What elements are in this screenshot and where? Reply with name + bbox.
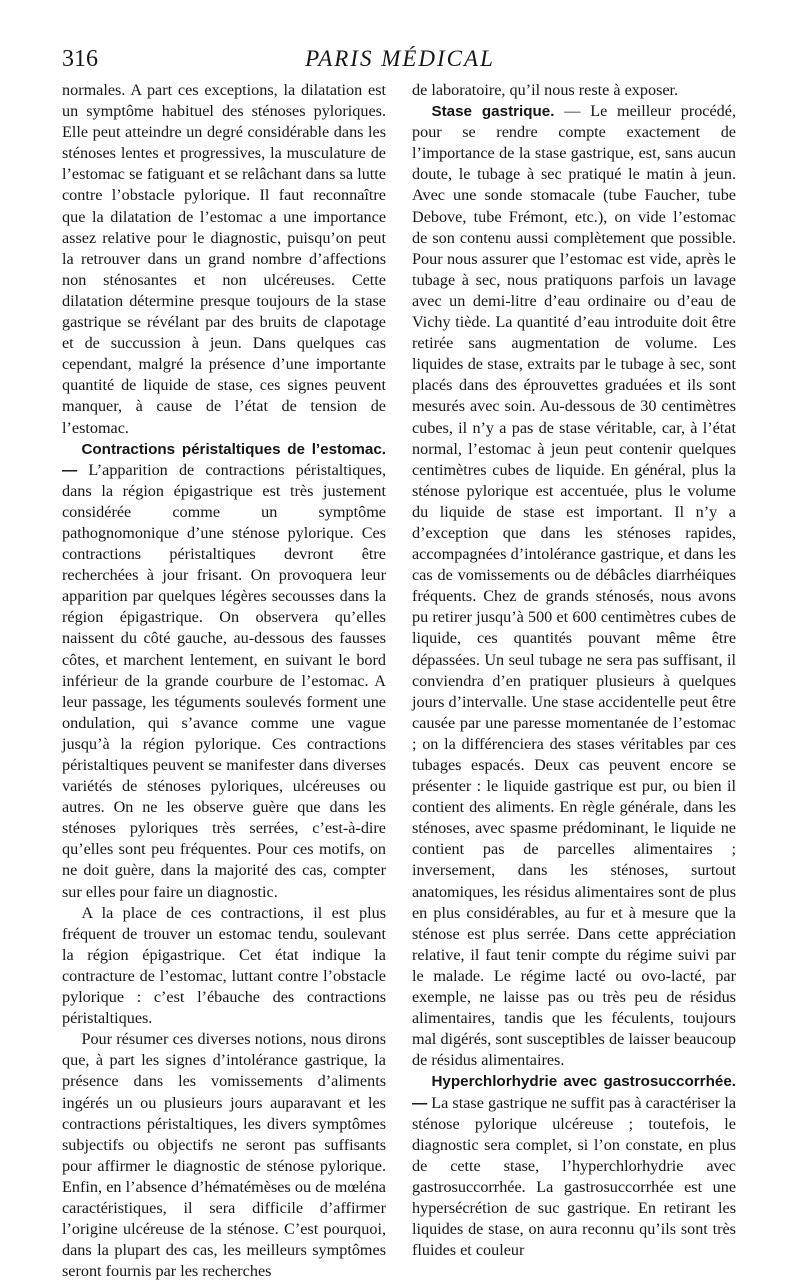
section-heading-stase: Stase gastrique. <box>431 103 555 121</box>
paragraph-stase <box>412 101 736 1071</box>
paragraph-contractions <box>62 439 386 903</box>
left-column <box>62 80 386 1282</box>
paragraph-dilatation: normales. A part ces exceptions, la dilatation est un symptôme habituel des sténoses pyloriques. Elle peut atteindre un degré considérable dans les sténoses lentes et progressives, la musculature de l’estomac se fatiguant et se relâchant dans sa lutte contre l’obstacle pylorique. Il faut reconnaître que la dilatation de l’estomac a une importance assez relative pour le diagnostic, puisqu’on peut la retrouver dans un grand nombre d’affections non sténosantes et non ulcéreuses. Cette dilatation détermine presque toujours de la stase gastrique se révélant par des bruits de clapotage et de succussion à jeun. Dans quelques cas cependant, malgré la présence d’une importante quantité de liquide de stase, ces signes peuvent manquer, à cause de l’état de tension de l’estomac. <box>62 81 386 437</box>
right-column <box>412 80 736 1261</box>
page-number: 316 <box>62 46 98 72</box>
section-heading-hyperchlorhydrie: Hyperchlorhydrie avec gastrosuccorrhée. — <box>412 1073 736 1112</box>
paragraph-contractions-body: L’apparition de contractions péristaltiques, dans la région épigastrique est très justement considérée comme un symptôme pathognomonique d’une sténose pylorique. Ces contractions péristaltiques devront être recherchées à jour frisant. On provoquera leur apparition par quelques légères secousses dans la région épigastrique. On observera qu’elles naissent du côté gauche, au-dessous des fausses côtes, et marchent lentement, en suivant le bord inférieur de la grande courbure de l’estomac. A leur passage, les téguments soulevés forment une ondulation, qui s’avance comme une vague jusqu’à la région pylorique. Ces contractions péristaltiques peuvent se manifester dans diverses variétés de sténoses pyloriques, ulcéreuses ou autres. On ne les observe guère que dans les sténoses pyloriques très serrées, c’est-à-dire qu’elles sont peu fréquentes. Pour ces motifs, on ne doit guère, dans la majorité des cas, compter sur elles pour faire un diagnostic. <box>62 460 387 901</box>
paragraph-estomac-tendu: A la place de ces contractions, il est plus fréquent de trouver un estomac tendu, soulevant la région épigastrique. Cet état indique la contracture de l’estomac, luttant contre l’obstacle pylorique : c’est l’ébauche des contractions péristaltiques. <box>62 903 386 1028</box>
journal-title: PARIS MÉDICAL <box>305 46 495 71</box>
paragraph-resume: Pour résumer ces diverses notions, nous dirons que, à part les signes d’intolérance gastrique, la présence dans les vomissements d’aliments ingérés un ou plusieurs jours auparavant et les contractions péristaltiques, les divers symptômes subjectifs ou objectifs ne seront pas suffisants pour affirmer le diagnostic de sténose pylorique. Enfin, en l’absence d’hématémèses ou de mœléna caractéristiques, il sera difficile d’affirmer l’origine ulcéreuse de la sténose. C’est pourquoi, dans la plupart des cas, les meilleurs symptômes seront fournis par les recherches <box>62 1030 386 1281</box>
page-header <box>62 46 738 78</box>
paragraph-hyperchlorhydrie-body: La stase gastrique ne suffit pas à caractériser la sténose pylorique ulcéreuse ; toutefois, le diagnostic sera complet, si l’on constate, en plus de cette stase, l’hyperchlorhydrie avec gastrosuccorrhée. La gastrosuccorrhée est une hypersécrétion de suc gastrique. En retirant les liquides de stase, on aura reconnu qu’ils sont très fluides et couleur <box>412 1093 736 1260</box>
section-heading-contractions: Contractions péristaltiques de l’estomac. — <box>62 440 386 479</box>
paragraph-hyperchlorhydrie <box>412 1071 736 1261</box>
paragraph-stase-body: — Le meilleur procédé, pour se rendre compte exactement de l’importance de la stase gastrique, est, sans aucun doute, le tubage à sec pratiqué le matin à jeun. Avec une sonde stomacale (tube Faucher, tube Debove, tube Frémont, etc.), on vide l’estomac de son contenu aussi complètement que possible. Pour nous assurer que l’estomac est vide, après le tubage à sec, nous pratiquons parfois un lavage avec un demi-litre d’eau ordinaire ou d’eau de Vichy tiède. La quantité d’eau introduite doit être retirée sans augmentation de volume. Les liquides de stase, extraits par le tubage à sec, sont placés dans des éprouvettes graduées et ils sont mesurés avec soin. Au-dessous de 30 centimètres cubes, il n’y a pas de stase véritable, car, à l’état normal, l’estomac à jeun peut contenir quelques centimètres cubes de liquide. En général, plus la sténose pylorique est accentuée, plus le volume du liquide de stase est important. Il n’y a d’exception que dans les sténoses rapides, accompagnées d’intolérance gastrique, et dans les cas de vomissements ou de débâcles diarrhéiques fréquents. Chez de grands sténosés, nous avons pu retirer jusqu’à 500 et 600 centimètres cubes de liquide, ces quantités pouvant même être dépassées. Un seul tubage ne sera pas suffisant, il conviendra d’en pratiquer plusieurs à quelques jours d’intervalle. Une stase accidentelle peut être causée par une paresse momentanée de l’estomac ; on la différenciera des stases véritables par ces tubages espacés. Deux cas peuvent encore se présenter : le liquide gastrique est pur, ou bien il contient des aliments. En règle générale, dans les sténoses, avec spasme prédominant, le liquide ne contient pas de parcelles alimentaires ; inversement, dans les sténoses, surtout anatomiques, les résidus alimentaires sont de plus en plus considérables, au fur et à mesure que la sténose est plus serrée. Dans cette appréciation relative, il faut tenir compte du régime suivi par le malade. Le régime lacté ou ovo-lacté, par exemple, ne laisse pas ou très peu de résidus alimentaires, tandis que les féculents, toujours mal digérés, sont susceptibles de laisser beaucoup de résidus alimentaires. <box>412 102 736 1070</box>
paragraph-laboratoire: de laboratoire, qu’il nous reste à exposer. <box>412 81 679 99</box>
